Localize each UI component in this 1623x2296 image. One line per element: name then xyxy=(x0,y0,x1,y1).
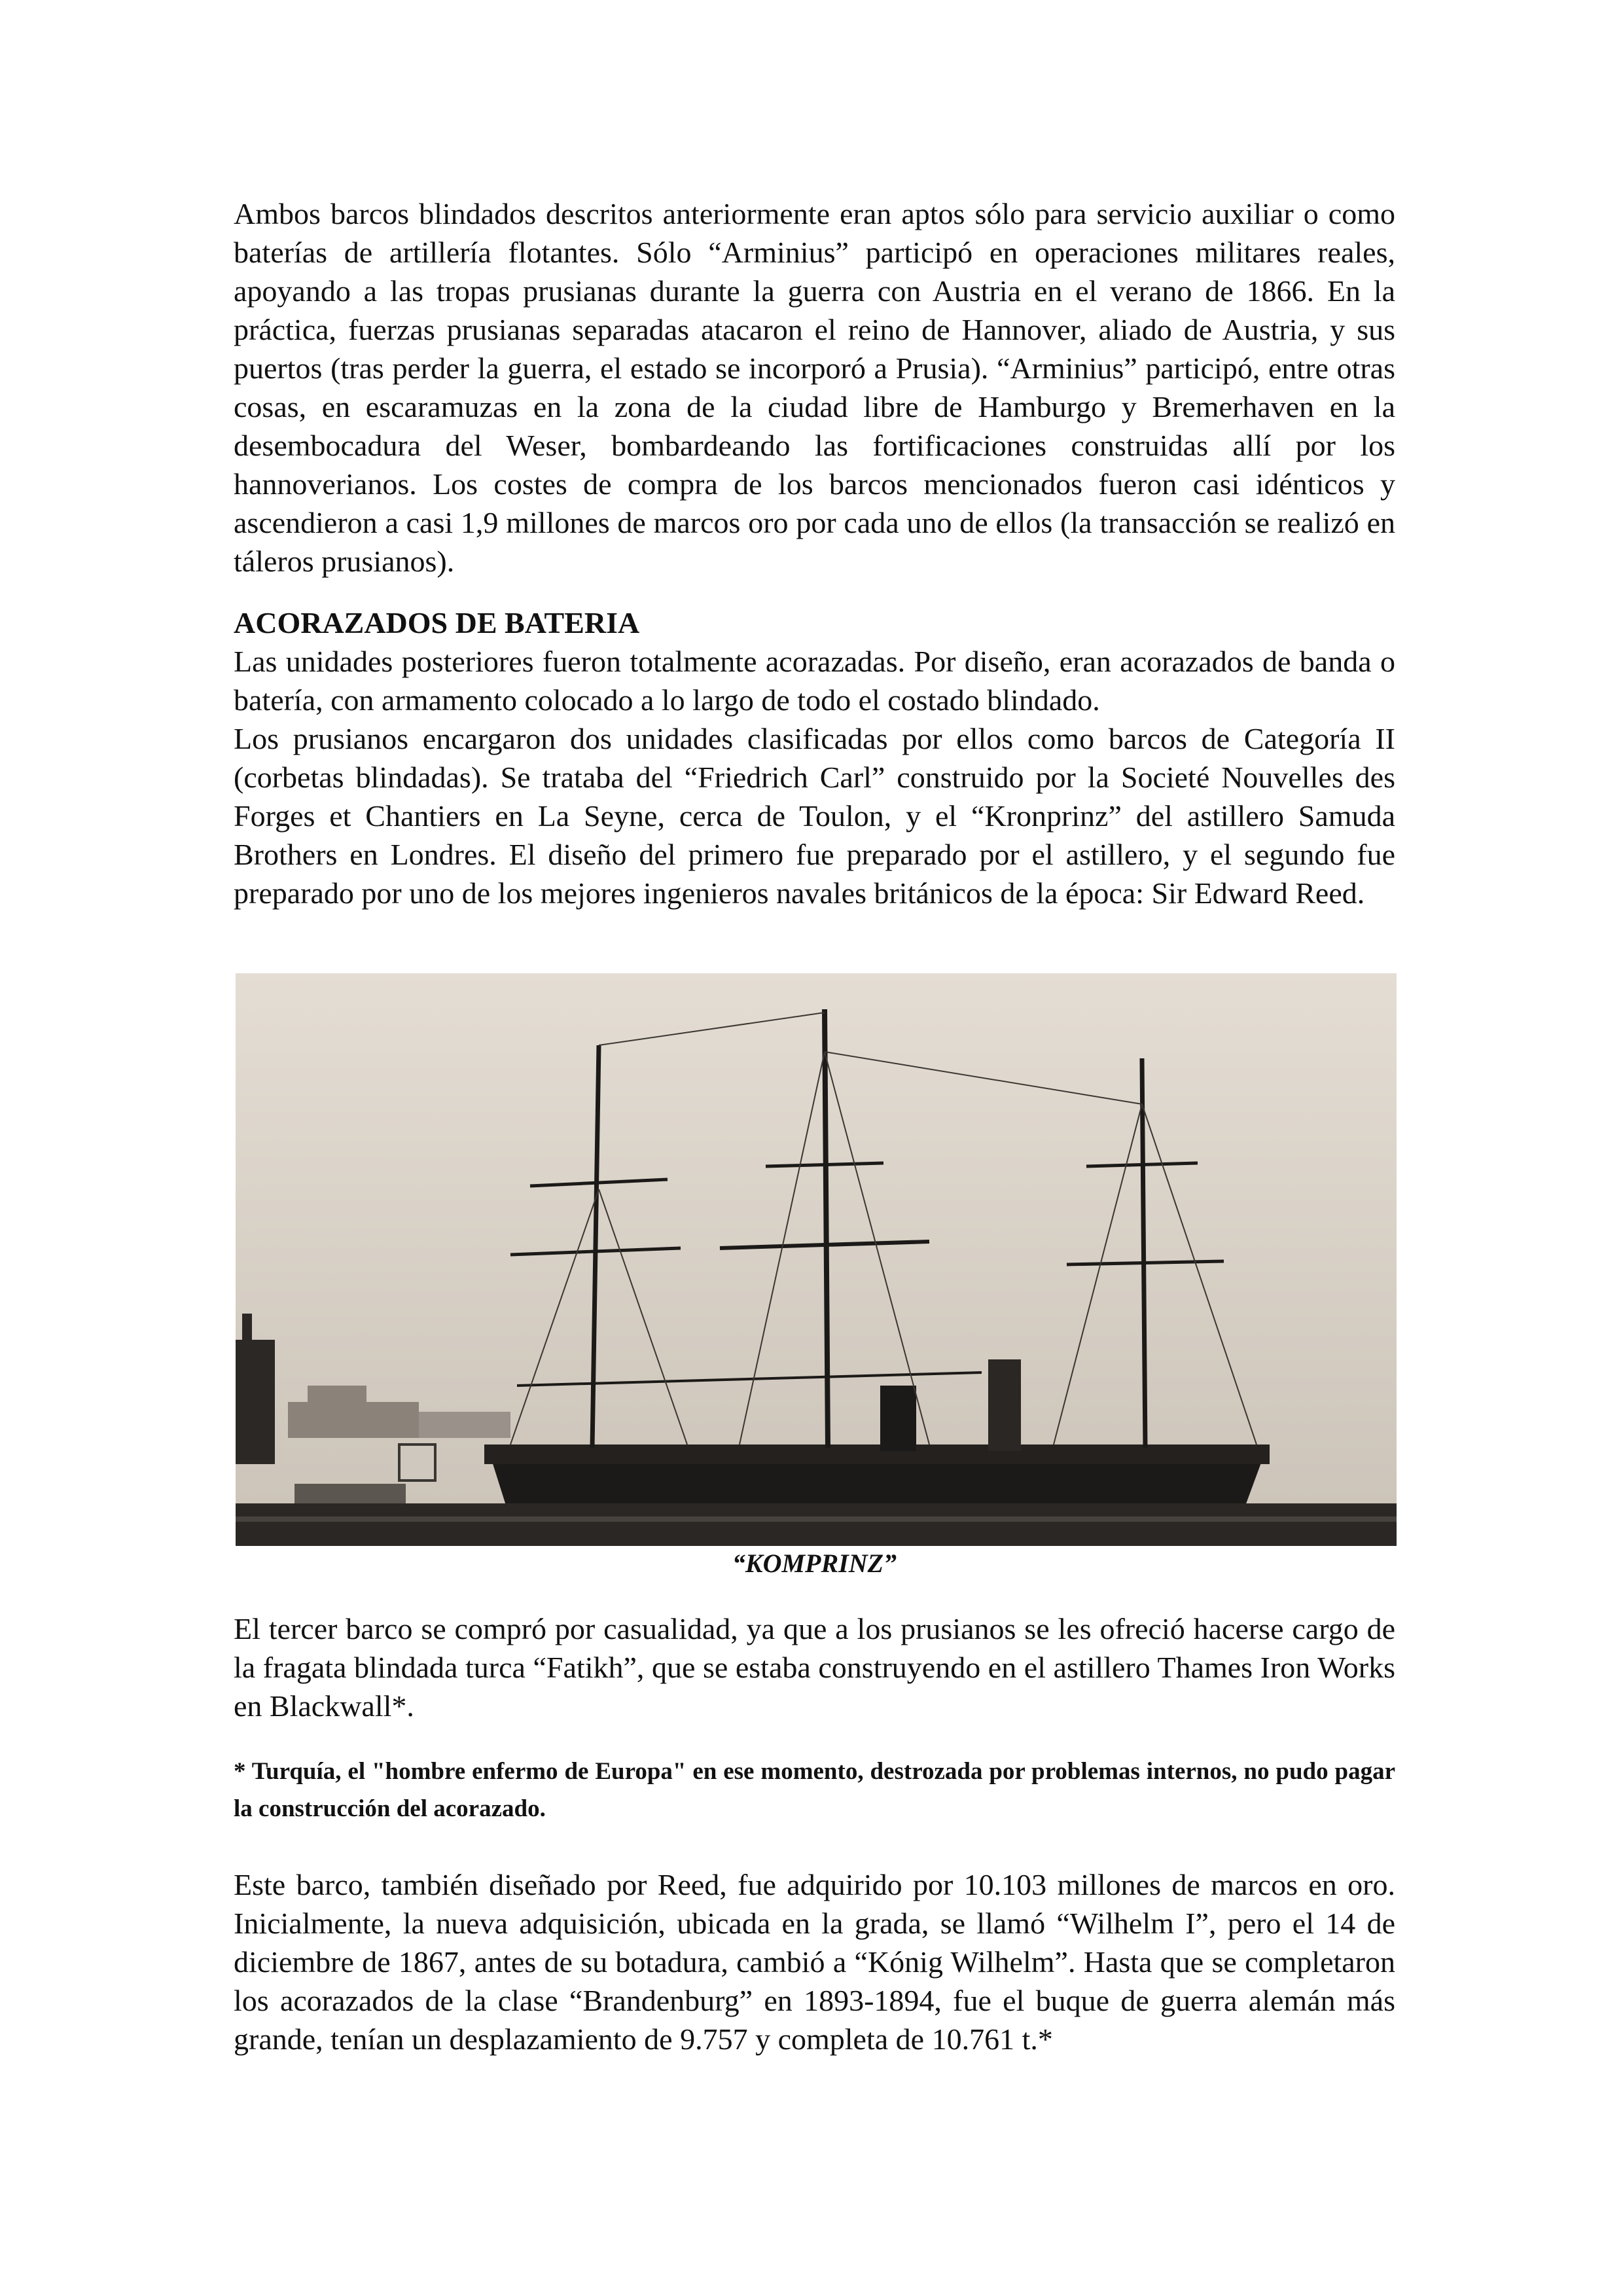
footnote: * Turquía, el "hombre enfermo de Europa" en ese momento, destrozada por problemas internos, no pudo pagar la construcción del acorazado. xyxy=(234,1758,1395,1822)
paragraph-third-ship: El tercer barco se compró por casualidad, ya que a los prusianos se les ofreció hacerse cargo de la fragata blindada turca “Fatikh”, que se estaba construyendo en el astillero Thames Iron Works en Blackwall*. xyxy=(234,1612,1395,1723)
paragraph-koenig-wilhelm: Este barco, también diseñado por Reed, fue adquirido por 10.103 millones de marcos en oro. Inicialmente, la nueva adquisición, ubicada en la grada, se llamó “Wilhelm I”, pero el 14 de diciembre de 1867, antes de su botadura, cambió a “Kónig Wilhelm”. Hasta que se completaron los acorazados de la clase “Brandenburg” en 1893-1894, fue el buque de guerra alemán más grande, tenían un desplazamiento de 9.757 y completa de 10.761 t.* xyxy=(234,1868,1395,2056)
section-heading: ACORAZADOS DE BATERIA xyxy=(234,606,640,639)
paragraph-battery-ships: Las unidades posteriores fueron totalmente acorazadas. Por diseño, eran acorazados de banda o batería, con armamento colocado a lo largo de todo el costado blindado. xyxy=(234,645,1395,717)
paragraph-corvettes: Los prusianos encargaron dos unidades clasificadas por ellos como barcos de Categoría II (corbetas blindadas). Se trataba del “Friedrich Carl” construido por la Societé Nouvelles des Forges et Chantiers en La Seyne, cerca de Toulon, y el “Kronprinz” del astillero Samuda Brothers en Londres. El diseño del primero fue preparado por el astillero, y el segundo fue preparado por uno de los mejores ingenieros navales británicos de la época: Sir Edward Reed. xyxy=(234,722,1395,910)
paragraph-arminius: Ambos barcos blindados descritos anteriormente eran aptos sólo para servicio auxiliar o como baterías de artillería flotantes. Sólo “Arminius” participó en operaciones militares reales, apoyando a las tropas prusianas durante la guerra con Austria en el verano de 1866. En la práctica, fuerzas prusianas separadas atacaron el reino de Hannover, aliado de Austria, y sus puertos (tras perder la guerra, el estado se incorporó a Prusia). “Arminius” participó, entre otras cosas, en escaramuzas en la zona de la ciudad libre de Hamburgo y Bremerhaven en la desembocadura del Weser, bombardeando las fortificaciones construidas allí por los hannoverianos. Los costes de compra de los barcos mencionados fueron casi idénticos y ascendieron a casi 1,9 millones de marcos oro por cada uno de ellos (la transacción se realizó en táleros prusianos). xyxy=(234,197,1395,578)
ship-photograph xyxy=(236,973,1397,1546)
figure-caption: “KOMPRINZ” xyxy=(732,1549,897,1578)
